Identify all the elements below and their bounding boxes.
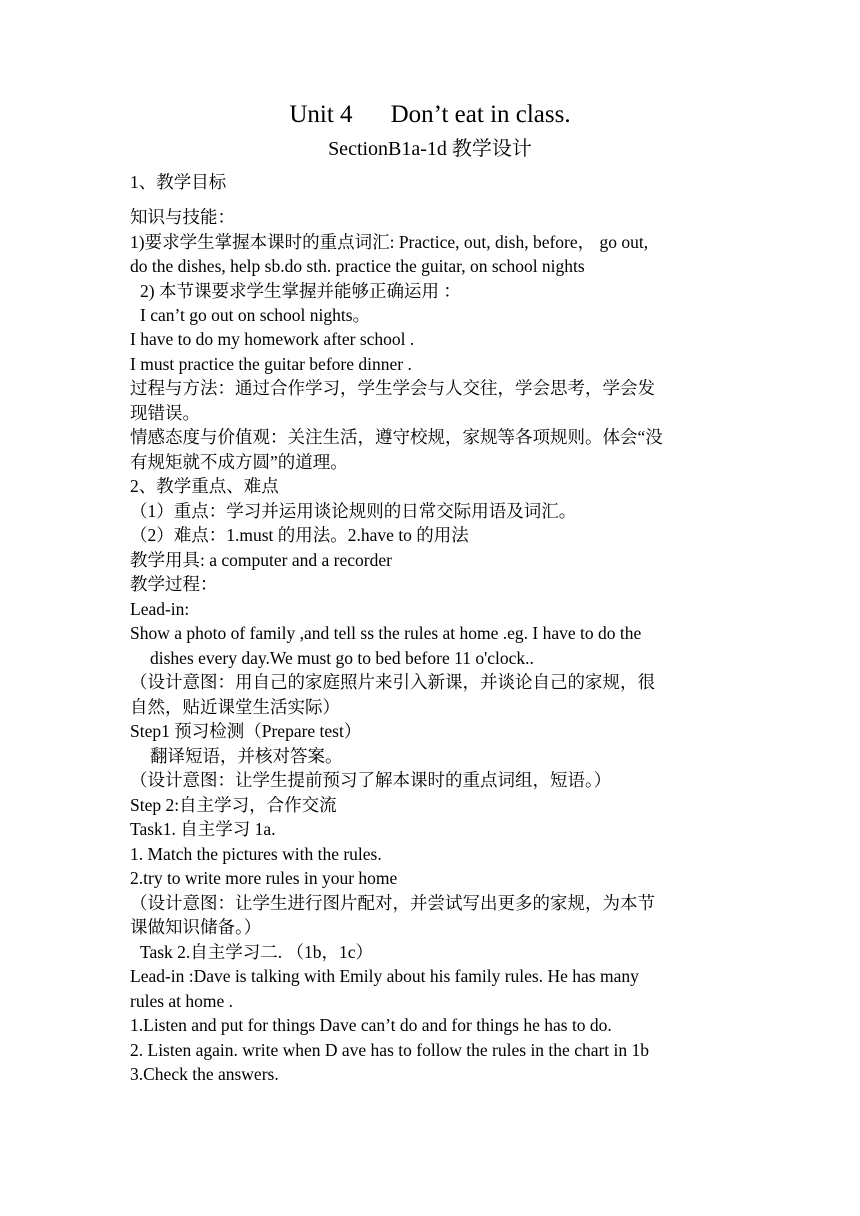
text-line: Task 2.自主学习二. （1b，1c） — [140, 942, 374, 962]
section-heading: 1、教学目标 — [130, 172, 227, 192]
text-line: 2.try to write more rules in your home — [130, 868, 398, 888]
text-line: （设计意图：让学生进行图片配对，并尝试写出更多的家规，为本节 — [130, 893, 655, 913]
title-lesson: Don’t eat in class. — [390, 101, 571, 128]
text-line: Lead-in: — [130, 599, 190, 619]
text-line: 3.Check the answers. — [130, 1064, 279, 1084]
text-line: 有规矩就不成方圆”的道理。 — [130, 452, 348, 472]
text-line: I must practice the guitar before dinner . — [130, 354, 412, 374]
text-line: 1)要求学生掌握本课时的重点词汇: Practice, out, dish, before， go out, — [130, 232, 649, 252]
text-line: 知识与技能： — [130, 207, 235, 227]
page-title — [0, 101, 860, 129]
text-line: Show a photo of family ,and tell ss the rules at home .eg. I have to do the — [130, 623, 642, 643]
text-line: 教学用具: a computer and a recorder — [130, 550, 392, 570]
text-line: Step 2:自主学习，合作交流 — [130, 795, 337, 815]
text-line: Task1. 自主学习 1a. — [130, 819, 276, 839]
text-line: 现错误。 — [130, 403, 200, 423]
text-line: Lead-in :Dave is talking with Emily about his family rules. He has many — [130, 966, 639, 986]
section-heading: 2、教学重点、难点 — [130, 476, 279, 496]
text-line: （设计意图：让学生提前预习了解本课时的重点词组，短语。） — [130, 770, 612, 790]
text-line: 情感态度与价值观：关注生活，遵守校规，家规等各项规则。体会“没 — [130, 427, 663, 447]
page-subtitle: SectionB1a-1d 教学设计 — [328, 138, 532, 160]
text-line: 过程与方法：通过合作学习，学生学会与人交往，学会思考，学会发 — [130, 378, 655, 398]
text-line: （1）重点：学习并运用谈论规则的日常交际用语及词汇。 — [130, 501, 577, 521]
text-line: （2）难点：1.must 的用法。2.have to 的用法 — [130, 525, 469, 545]
text-line: 2) 本节课要求学生掌握并能够正确运用 ： — [140, 281, 461, 301]
text-line: 翻译短语，并核对答案。 — [150, 746, 343, 766]
text-line: 自然，贴近课堂生活实际） — [130, 697, 340, 717]
text-line: I can’t go out on school nights。 — [140, 305, 371, 325]
text-line: rules at home . — [130, 991, 234, 1011]
text-line: dishes every day.We must go to bed before 11 o'clock.. — [150, 648, 534, 668]
text-line: 1. Match the pictures with the rules. — [130, 844, 382, 864]
text-line: 1.Listen and put for things Dave can’t do and for things he has to do. — [130, 1015, 612, 1035]
text-line: 教学过程： — [130, 574, 218, 594]
text-line: I have to do my homework after school . — [130, 329, 415, 349]
text-line: 2. Listen again. write when D ave has to follow the rules in the chart in 1b — [130, 1040, 650, 1060]
text-line: （设计意图：用自己的家庭照片来引入新课，并谈论自己的家规，很 — [130, 672, 655, 692]
title-unit: Unit 4 — [289, 101, 353, 128]
text-line: Step1 预习检测（Prepare test） — [130, 721, 362, 741]
text-line: do the dishes, help sb.do sth. practice the guitar, on school nights — [130, 256, 585, 276]
text-line: 课做知识储备。） — [130, 917, 262, 937]
